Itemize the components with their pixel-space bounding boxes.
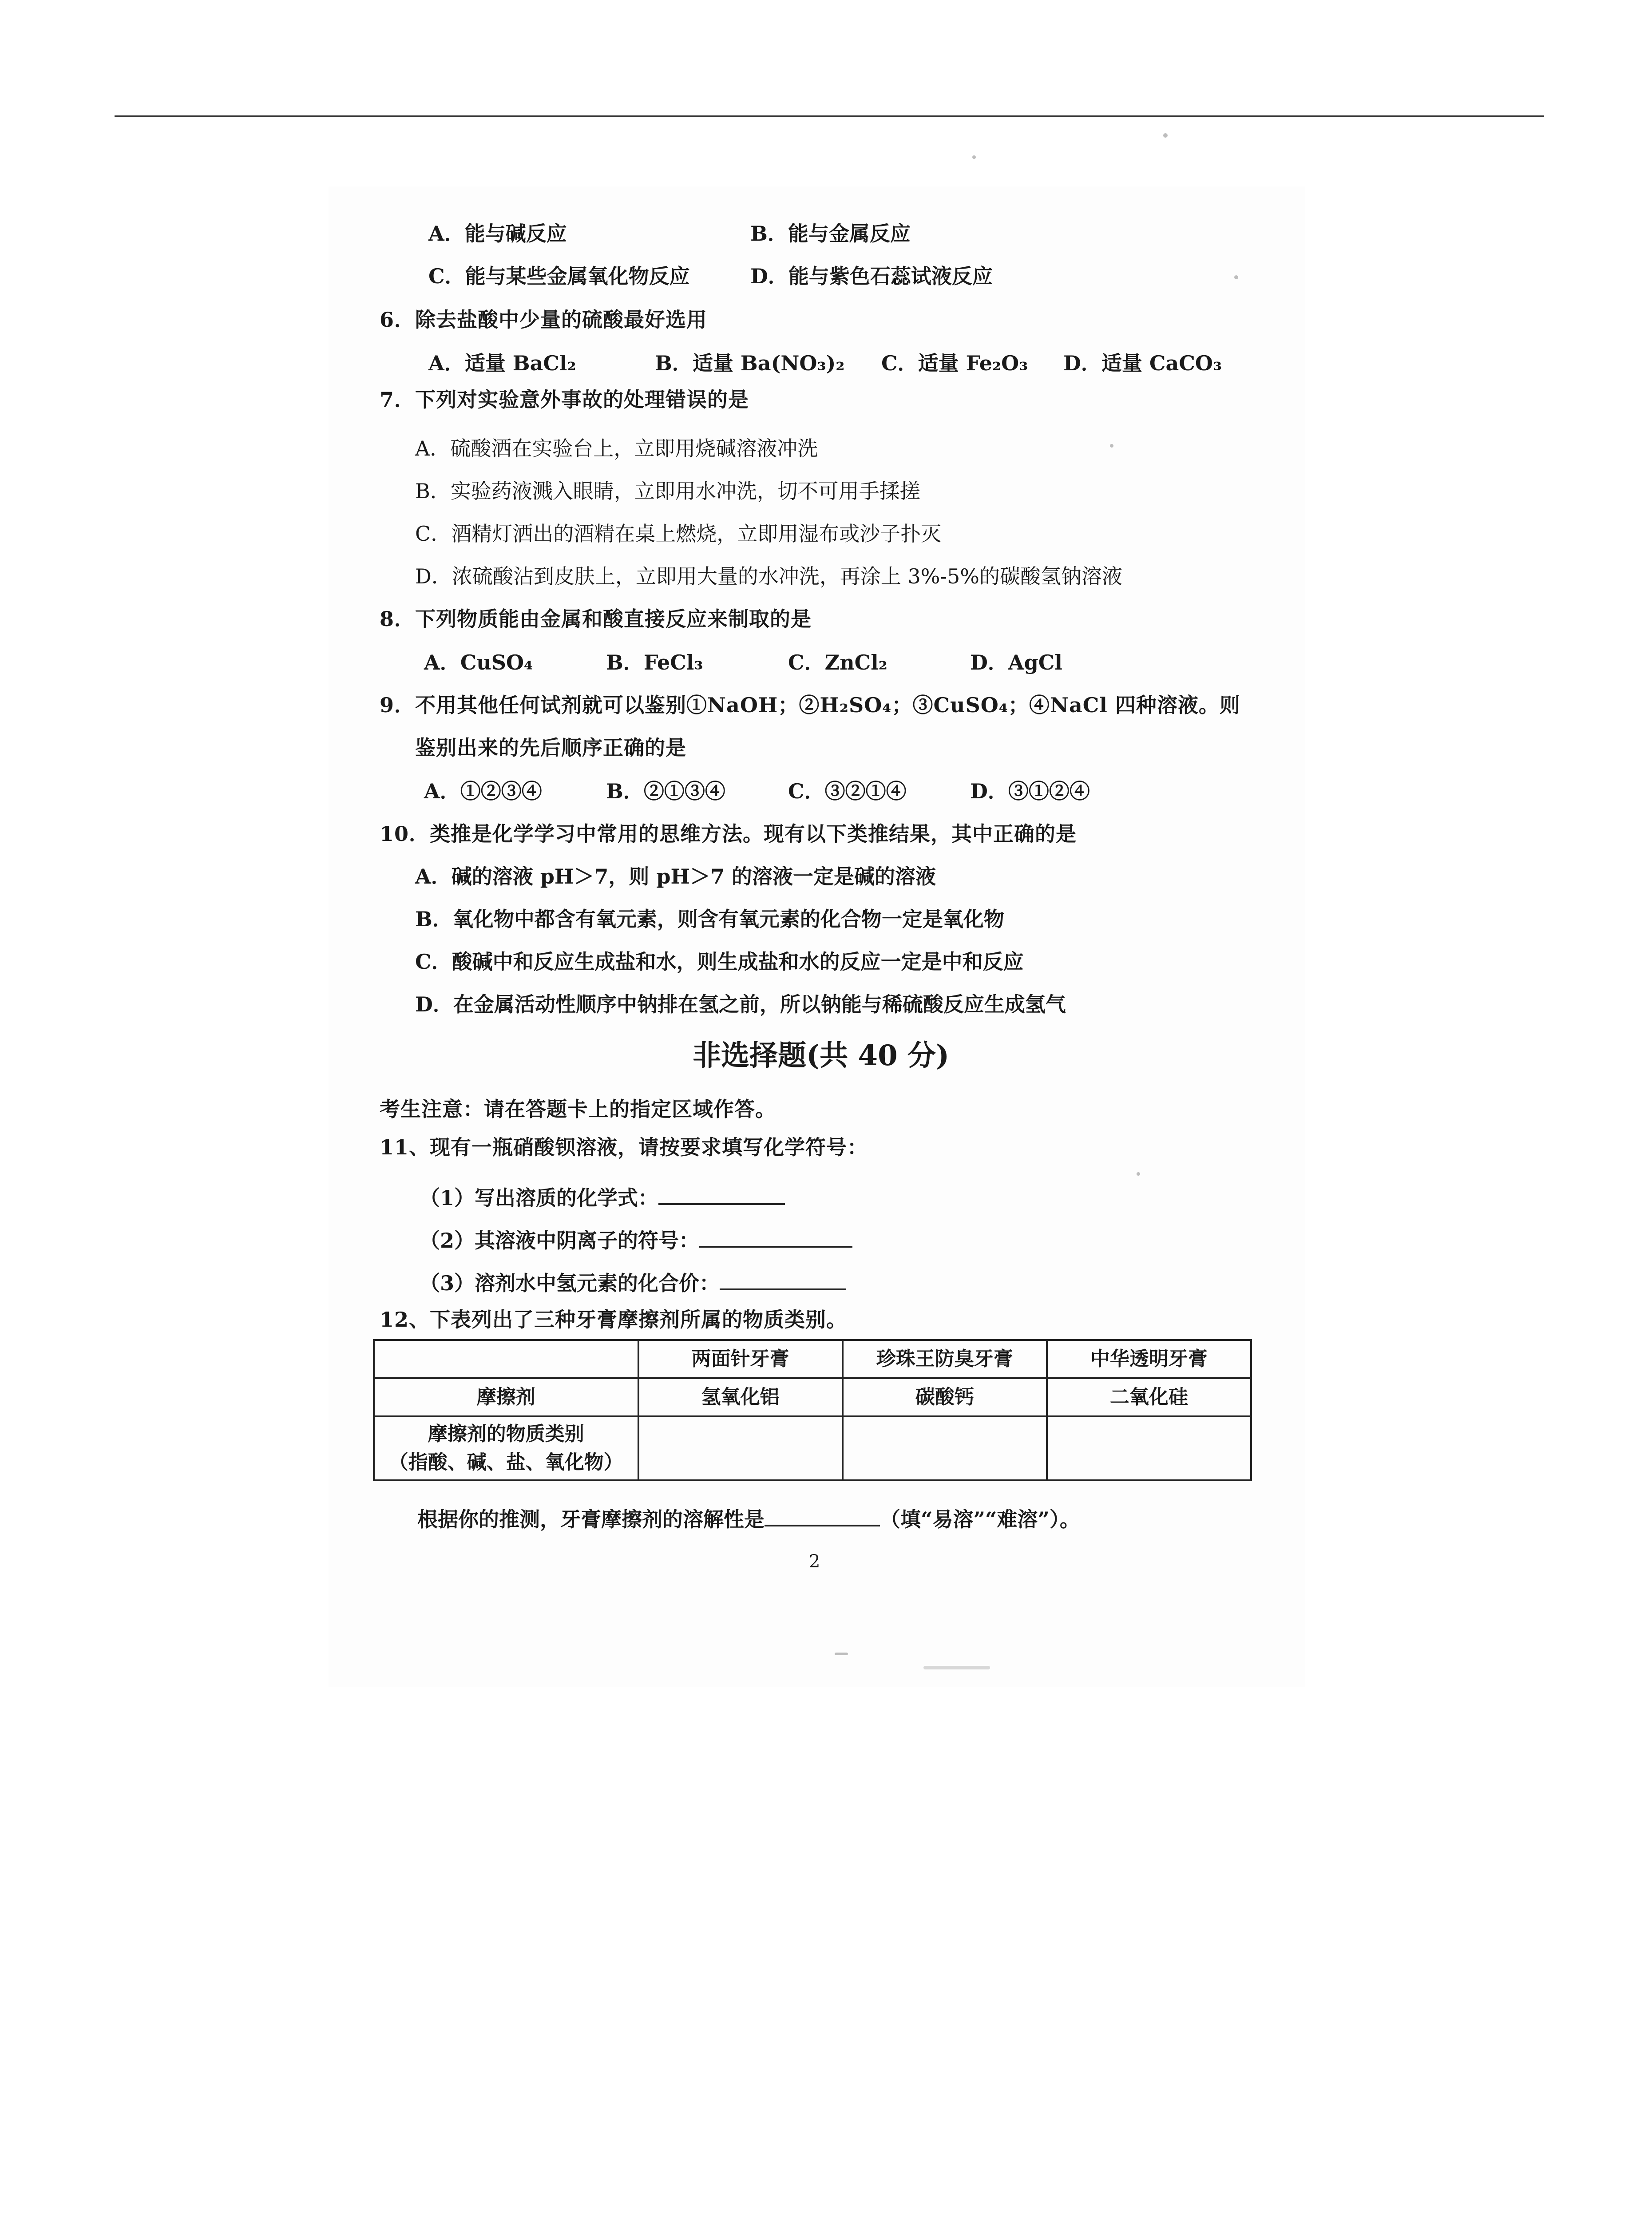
q11-part-2 xyxy=(420,1226,852,1253)
q12-followup-prefix: 根据你的推测，牙膏摩擦剂的溶解性是 xyxy=(417,1507,765,1531)
q11-answer-3-blank[interactable] xyxy=(720,1269,846,1290)
q11-answer-2-blank[interactable] xyxy=(699,1226,852,1248)
q9-option-c: C．③②①④ xyxy=(788,779,907,803)
q8-option-d: D．AgCl xyxy=(970,650,1062,674)
q12-followup xyxy=(417,1505,1080,1532)
table-answer-cell[interactable] xyxy=(1047,1416,1251,1480)
q10-stem: 10．类推是化学学习中常用的思维方法。现有以下类推结果，其中正确的是 xyxy=(380,822,1077,846)
q11-part-2-label: （2）其溶液中阴离子的符号： xyxy=(420,1229,700,1253)
q5-option-d: D．能与紫色石蕊试液反应 xyxy=(750,264,993,288)
table-header-row xyxy=(374,1340,1251,1378)
q8-stem: 8．下列物质能由金属和酸直接反应来制取的是 xyxy=(380,607,812,631)
q10-option-b: B．氧化物中都含有氧元素，则含有氧元素的化合物一定是氧化物 xyxy=(415,907,1004,931)
toothpaste-table xyxy=(373,1339,1252,1481)
q8-option-b: B．FeCl₃ xyxy=(606,650,703,674)
scan-speck xyxy=(1110,444,1113,448)
scan-speck xyxy=(1234,275,1238,279)
scan-speck xyxy=(1163,133,1168,138)
section-title: 非选择题(共 40 分) xyxy=(693,1039,950,1072)
q12-solubility-blank[interactable] xyxy=(765,1505,880,1526)
q10-option-a: A．碱的溶液 pH＞7，则 pH＞7 的溶液一定是碱的溶液 xyxy=(415,864,936,888)
table-cell: 二氧化硅 xyxy=(1047,1378,1251,1416)
q5-option-a: A．能与碱反应 xyxy=(428,222,567,246)
q11-part-1-label: （1）写出溶质的化学式： xyxy=(420,1186,659,1210)
table-answer-cell[interactable] xyxy=(638,1416,843,1480)
table-cell: 氢氧化铝 xyxy=(638,1378,843,1416)
q11-answer-1-blank[interactable] xyxy=(658,1184,785,1205)
scan-speck xyxy=(1137,1172,1140,1176)
q5-option-b: B．能与金属反应 xyxy=(750,222,911,246)
q6-option-a: A．适量 BaCl₂ xyxy=(428,351,576,375)
q7-option-c: C．酒精灯洒出的酒精在桌上燃烧，立即用湿布或沙子扑灭 xyxy=(415,522,942,546)
q9-option-b: B．②①③④ xyxy=(606,779,725,803)
section-notice: 考生注意：请在答题卡上的指定区域作答。 xyxy=(380,1097,776,1121)
q12-followup-suffix: （填“易溶”“难溶”）。 xyxy=(880,1507,1080,1531)
table-row-label-line2: （指酸、碱、盐、氧化物） xyxy=(388,1451,623,1474)
q7-option-b: B．实验药液溅入眼睛，立即用水冲洗，切不可用手揉搓 xyxy=(415,479,920,503)
q6-option-c: C．适量 Fe₂O₃ xyxy=(881,351,1028,375)
q10-option-c: C．酸碱中和反应生成盐和水，则生成盐和水的反应一定是中和反应 xyxy=(415,950,1024,974)
table-row-label xyxy=(374,1416,638,1480)
q9-stem-line2: 鉴别出来的先后顺序正确的是 xyxy=(415,736,686,760)
table-cell: 碳酸钙 xyxy=(843,1378,1047,1416)
q11-part-1 xyxy=(420,1184,785,1210)
scan-speck xyxy=(923,1666,990,1669)
q6-stem: 6．除去盐酸中少量的硫酸最好选用 xyxy=(380,308,708,332)
q5-option-c: C．能与某些金属氧化物反应 xyxy=(428,264,690,288)
table-row xyxy=(374,1378,1251,1416)
table-row xyxy=(374,1416,1251,1480)
table-header-cell: 中华透明牙膏 xyxy=(1047,1340,1251,1378)
header-rule xyxy=(115,115,1544,117)
scan-speck xyxy=(972,155,976,159)
scan-speck xyxy=(835,1653,848,1655)
q11-part-3 xyxy=(420,1269,846,1296)
q9-stem-line1: 9．不用其他任何试剂就可以鉴别①NaOH；②H₂SO₄；③CuSO₄；④NaCl 四种溶液。则 xyxy=(380,693,1240,717)
q9-option-d: D．③①②④ xyxy=(970,779,1090,803)
q7-stem: 7．下列对实验意外事故的处理错误的是 xyxy=(380,388,749,412)
q11-part-3-label: （3）溶剂水中氢元素的化合价： xyxy=(420,1271,720,1295)
q12-stem: 12、下表列出了三种牙膏摩擦剂所属的物质类别。 xyxy=(380,1308,848,1332)
q8-option-c: C．ZnCl₂ xyxy=(788,650,887,674)
q11-stem: 11、现有一瓶硝酸钡溶液，请按要求填写化学符号： xyxy=(380,1135,868,1159)
table-answer-cell[interactable] xyxy=(843,1416,1047,1480)
table-header-cell: 两面针牙膏 xyxy=(638,1340,843,1378)
q8-option-a: A．CuSO₄ xyxy=(424,650,533,674)
table-row-label: 摩擦剂 xyxy=(374,1378,638,1416)
q7-option-d: D．浓硫酸沾到皮肤上，立即用大量的水冲洗，再涂上 3%-5%的碳酸氢钠溶液 xyxy=(415,564,1122,588)
q6-option-b: B．适量 Ba(NO₃)₂ xyxy=(655,351,845,375)
q7-option-a: A．硫酸洒在实验台上，立即用烧碱溶液冲洗 xyxy=(415,436,818,460)
table-row-label-line1: 摩擦剂的物质类别 xyxy=(428,1423,584,1445)
q6-option-d: D．适量 CaCO₃ xyxy=(1063,351,1222,375)
scan-page-number: 2 xyxy=(809,1551,820,1572)
q9-option-a: A．①②③④ xyxy=(424,779,542,803)
table-header-cell: 珍珠王防臭牙膏 xyxy=(843,1340,1047,1378)
q10-option-d: D．在金属活动性顺序中钠排在氢之前，所以钠能与稀硫酸反应生成氢气 xyxy=(415,992,1066,1016)
table-header-cell-empty xyxy=(374,1340,638,1378)
